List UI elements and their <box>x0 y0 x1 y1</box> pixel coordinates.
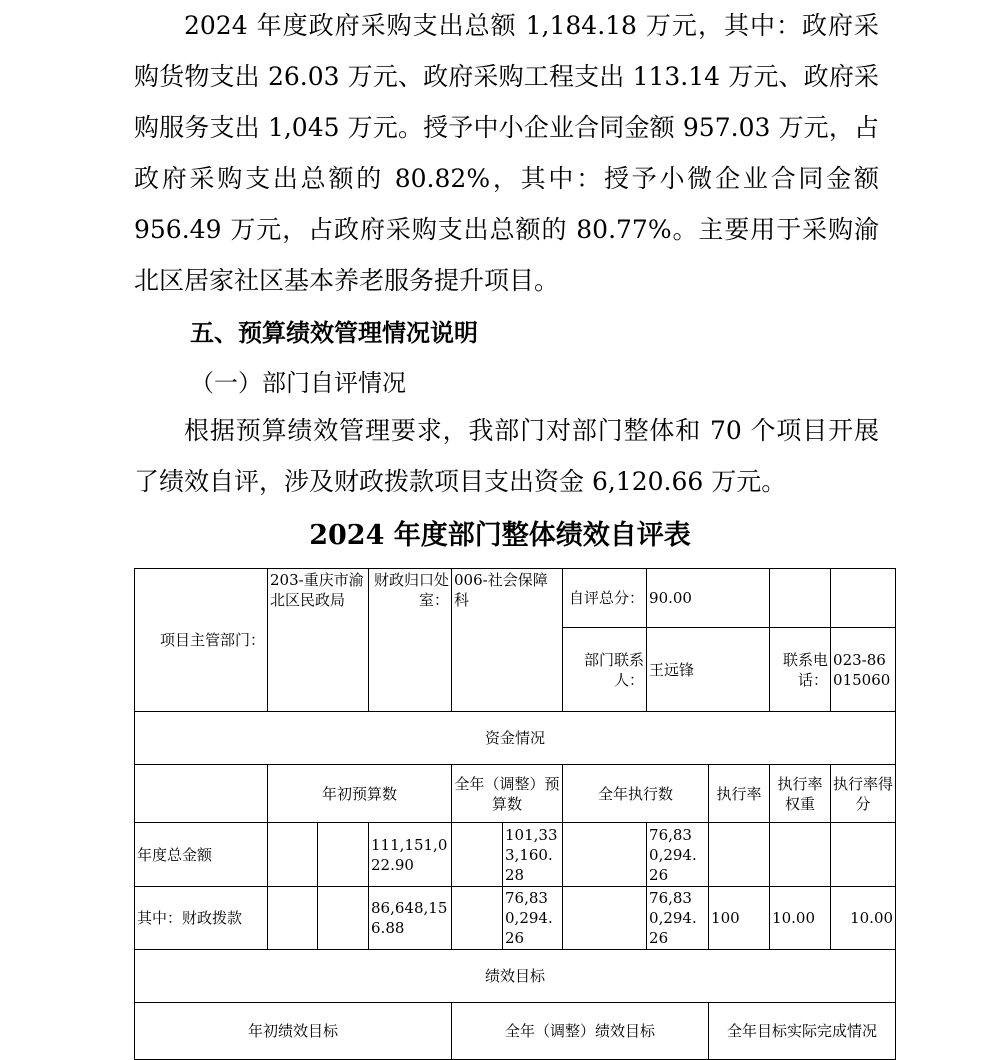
initial-budget-cell: 111,151,022.90 <box>369 823 452 887</box>
phone-label-cell: 联系电话： <box>770 628 831 712</box>
empty-cell <box>452 887 503 950</box>
dept-label-cell: 项目主管部门： <box>135 569 268 712</box>
performance-evaluation-table <box>134 568 896 1060</box>
funds-section-row <box>135 712 896 765</box>
funds-header-row <box>135 765 896 823</box>
initial-goals-header: 年初绩效目标 <box>135 1003 452 1060</box>
subsection-heading-self-evaluation: （一）部门自评情况 <box>190 369 406 397</box>
row-label-cell: 年度总金额 <box>135 823 268 887</box>
self-evaluation-paragraph: 根据预算绩效管理要求，我部门对部门整体和 70 个项目开展了绩效自评，涉及财政拨款项目支出资金 6,120.66 万元。 <box>134 416 879 496</box>
contact-label-cell: 部门联系人： <box>563 628 647 712</box>
dept-value-cell: 203-重庆市渝北区民政局 <box>268 569 369 712</box>
funds-section-title: 资金情况 <box>135 712 896 765</box>
goals-section-title: 绩效目标 <box>135 950 896 1003</box>
execution-weight-header: 执行率权重 <box>770 765 831 823</box>
score-label-cell: 自评总分： <box>563 569 647 628</box>
adjusted-goals-header: 全年（调整）绩效目标 <box>452 1003 709 1060</box>
empty-cell <box>318 887 369 950</box>
finance-value-cell: 006-社会保障科 <box>452 569 563 712</box>
actual-completion-header: 全年目标实际完成情况 <box>709 1003 896 1060</box>
table-row <box>135 823 896 887</box>
adjusted-budget-cell: 101,333,160.28 <box>503 823 563 887</box>
execution-rate-header: 执行率 <box>709 765 770 823</box>
execution-score-cell: 10.00 <box>831 887 896 950</box>
execution-score-cell <box>831 823 896 887</box>
phone-value-cell: 023-86015060 <box>831 628 896 712</box>
empty-cell <box>563 823 647 887</box>
table-header-row-1 <box>135 569 896 628</box>
executed-amount-cell: 76,830,294.26 <box>647 887 709 950</box>
empty-cell <box>135 765 268 823</box>
adjusted-budget-cell: 76,830,294.26 <box>503 887 563 950</box>
contact-value-cell: 王远锋 <box>647 628 770 712</box>
execution-score-header: 执行率得分 <box>831 765 896 823</box>
section-heading-performance: 五、预算绩效管理情况说明 <box>190 319 478 347</box>
initial-budget-header: 年初预算数 <box>268 765 452 823</box>
empty-cell <box>831 569 896 628</box>
score-value-cell: 90.00 <box>647 569 770 628</box>
execution-weight-cell: 10.00 <box>770 887 831 950</box>
procurement-paragraph: 2024 年度政府采购支出总额 1,184.18 万元，其中：政府采购货物支出 26.03 万元、政府采购工程支出 113.14 万元、政府采购服务支出 1,045 万元。授予中小企业合同金额 957.03 万元，占政府采购支出总额的 80.82%，其中：授予小微企业合同金额 956.49 万元，占政府采购支出总额的 80.77%。主要用于采购渝北区居家社区基本养老服务提升项目。 <box>134 11 879 295</box>
goals-section-row <box>135 950 896 1003</box>
table-title: 2024 年度部门整体绩效自评表 <box>309 520 691 551</box>
empty-cell <box>268 823 318 887</box>
initial-budget-cell: 86,648,156.88 <box>369 887 452 950</box>
empty-cell <box>268 887 318 950</box>
empty-cell <box>770 569 831 628</box>
empty-cell <box>563 887 647 950</box>
goals-header-row <box>135 1003 896 1060</box>
finance-label-cell: 财政归口处室： <box>369 569 452 712</box>
empty-cell <box>318 823 369 887</box>
table-row <box>135 887 896 950</box>
executed-amount-header: 全年执行数 <box>563 765 709 823</box>
execution-rate-cell <box>709 823 770 887</box>
executed-amount-cell: 76,830,294.26 <box>647 823 709 887</box>
adjusted-budget-header: 全年（调整）预算数 <box>452 765 563 823</box>
execution-weight-cell <box>770 823 831 887</box>
empty-cell <box>452 823 503 887</box>
execution-rate-cell: 100 <box>709 887 770 950</box>
row-label-cell: 其中：财政拨款 <box>135 887 268 950</box>
